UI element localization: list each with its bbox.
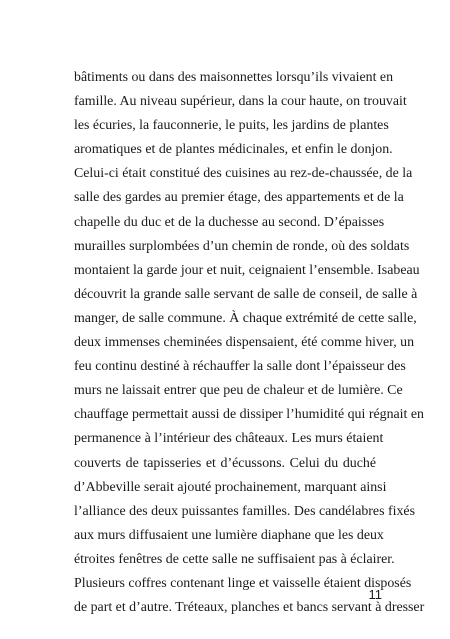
text-line: bâtiments ou dans des maisonnettes lorsqu’ils vivaient en <box>74 70 394 85</box>
text-line: chapelle du duc et de la duchesse au second. D’épaisses <box>74 214 385 230</box>
text-line: famille. Au niveau supérieur, dans la cour haute, on trouvait <box>74 94 407 110</box>
text-line: aux murs diffusaient une lumière diaphane que les deux <box>74 527 384 543</box>
text-line: montaient la garde jour et nuit, ceignaient l’ensemble. Isabeau <box>74 262 420 278</box>
text-line: étroites fenêtres de cette salle ne suffisaient pas à éclairer. <box>74 551 395 567</box>
text-line: chauffage permettait aussi de dissiper l’humidité qui régnait en <box>74 407 424 423</box>
text-line: murs ne laissait entrer que peu de chaleur et de lumière. Ce <box>74 383 403 399</box>
text-line: l’alliance des deux puissantes familles. Des candélabres fixés <box>74 503 415 519</box>
text-line: permanence à l’intérieur des châteaux. Les murs étaient <box>74 431 384 447</box>
text-line: couverts de tapisseries et d’écussons. Celui du duché <box>74 455 376 471</box>
text-line: Plusieurs coffres contenant linge et vaisselle étaient disposés <box>74 575 412 591</box>
text-line: de part et d’autre. Tréteaux, planches et bancs servant à dresser <box>74 600 425 616</box>
text-line: aromatiques et de plantes médicinales, et enfin le donjon. <box>74 142 393 158</box>
text-line: deux immenses cheminées dispensaient, été comme hiver, un <box>74 335 415 351</box>
text-line: découvrit la grande salle servant de salle de conseil, de salle à <box>74 286 418 302</box>
text-line: salle des gardes au premier étage, des appartements et de la <box>74 190 404 206</box>
text-line: les écuries, la fauconnerie, le puits, les jardins de plantes <box>74 118 389 134</box>
text-line: manger, de salle commune. À chaque extrémité de cette salle, <box>74 310 417 326</box>
text-line: Celui-ci était constitué des cuisines au rez-de-chaussée, de la <box>74 166 413 182</box>
page-number: 11 <box>368 587 382 602</box>
text-line: feu continu destiné à réchauffer la salle dont l’épaisseur des <box>74 359 406 375</box>
body-text <box>74 66 425 620</box>
text-line: murailles surplombées d’un chemin de ronde, où des soldats <box>74 238 410 254</box>
text-line: d’Abbeville serait ajouté prochainement, marquant ainsi <box>74 479 387 495</box>
